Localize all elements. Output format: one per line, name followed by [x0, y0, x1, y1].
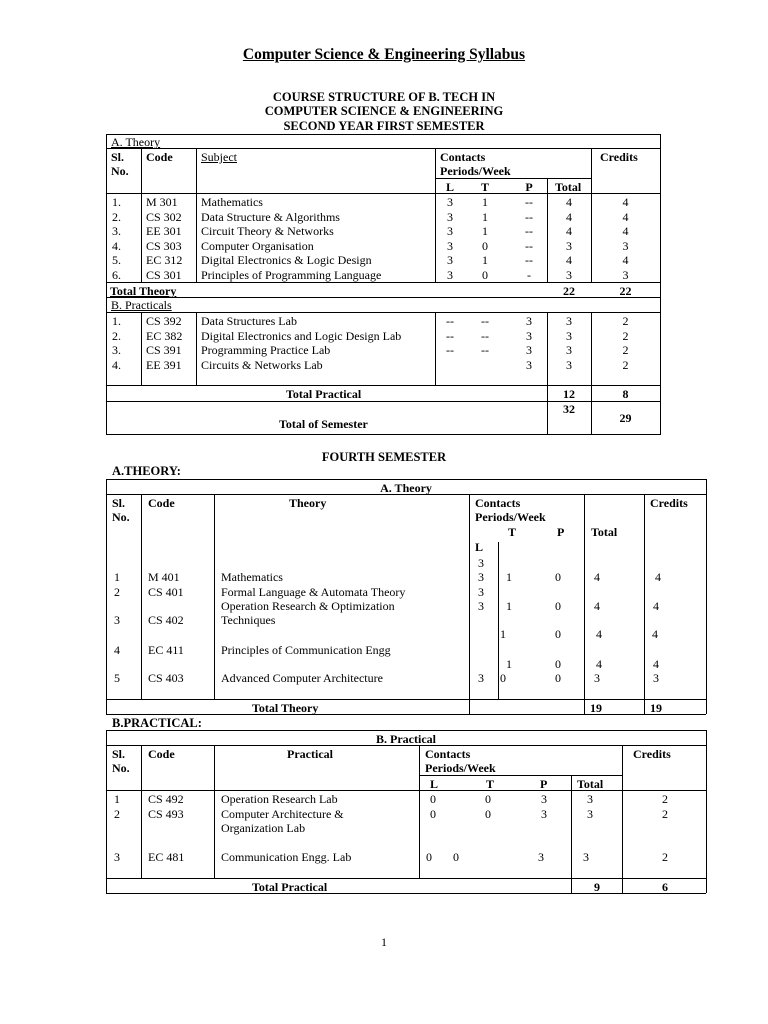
total-hours: 4: [566, 195, 572, 209]
subject-name: Mathematics: [221, 570, 283, 584]
subject-name: Mathematics: [201, 195, 263, 209]
subject-name-cont: Techniques: [221, 613, 276, 627]
lecture-hours: 3: [478, 599, 484, 613]
subject-name: Data Structure & Algorithms: [201, 209, 340, 224]
credits: 2: [662, 792, 668, 806]
row-sl: 2.: [112, 209, 121, 224]
subject-code: CS 402: [148, 613, 184, 627]
row-sl: 4.: [112, 238, 121, 253]
semester-heading: SECOND YEAR FIRST SEMESTER: [283, 119, 485, 133]
practical-table-caption: B. Practical: [376, 732, 436, 746]
subject-code: EE 391: [146, 357, 182, 372]
total-theory-label: Total Theory: [252, 701, 319, 715]
credits: 3: [622, 238, 629, 253]
lecture-hours: 3: [447, 209, 453, 224]
theory-header: Theory: [289, 496, 327, 510]
total-practical-contacts: 12: [563, 387, 575, 401]
total-hours: 4: [594, 570, 600, 584]
total-hours: 3: [566, 238, 572, 253]
course-structure-heading: COURSE STRUCTURE OF B. TECH IN: [272, 90, 496, 104]
code-header: Code: [148, 496, 175, 510]
total-theory-credits: 19: [650, 701, 662, 715]
tutorial-hours: 1: [506, 599, 512, 613]
total-header: Total: [577, 777, 604, 791]
l-value: 3: [478, 556, 484, 570]
practical-hours: 3: [526, 328, 532, 343]
lecture-hours: 3: [478, 671, 484, 685]
subject-code: CS 301: [146, 268, 182, 282]
subject-code: M 401: [148, 570, 180, 584]
total-theory-contacts: 22: [563, 284, 575, 298]
credits: 2: [662, 850, 668, 864]
no-header: No.: [111, 164, 129, 178]
total-hours: 3: [566, 328, 572, 343]
credits: 3: [622, 268, 629, 282]
subject-name: Digital Electronics & Logic Design: [201, 253, 372, 268]
l-header: L: [430, 777, 439, 791]
subject-code: CS 303: [146, 238, 182, 253]
subject-code: CS 492: [148, 792, 184, 806]
practical-hours: 3: [526, 357, 532, 372]
subject-code: CS 392: [146, 314, 182, 328]
lecture-hours: 3: [447, 238, 453, 253]
credits: 4: [622, 195, 629, 209]
lecture-hours: 3: [447, 224, 453, 239]
subject-name: Programming Practice Lab: [201, 343, 331, 358]
tutorial-hours: 1: [506, 570, 512, 584]
tutorial-hours: --: [481, 314, 489, 328]
subject-name: Principles of Communication Engg: [221, 643, 391, 657]
total-value: 4: [596, 627, 602, 641]
total-hours: 3: [566, 268, 572, 282]
practical-heading: B.PRACTICAL:: [112, 716, 202, 730]
total-hours: 4: [594, 599, 600, 613]
credits: 2: [622, 343, 629, 358]
total-theory-credits: 22: [619, 284, 632, 298]
credits-header: Credits: [633, 747, 671, 761]
total-hours: 3: [566, 314, 572, 328]
practical-hours: --: [525, 195, 533, 209]
credits: 3: [653, 671, 659, 685]
practical-hours: 3: [526, 343, 532, 358]
row-sl: 2: [114, 585, 120, 599]
tutorial-hours: 0: [482, 268, 488, 282]
practical-hours: --: [525, 209, 533, 224]
code-header: Code: [146, 150, 173, 164]
practical-hours: -: [527, 268, 531, 282]
lecture-hours: 3: [447, 268, 453, 282]
subject-code: EC 481: [148, 850, 185, 864]
row-sl: 5: [114, 671, 120, 685]
periods-header: Periods/Week: [475, 510, 546, 524]
sl-header: Sl.: [112, 747, 126, 761]
row-sl: 3: [114, 613, 120, 627]
department-heading: COMPUTER SCIENCE & ENGINEERING: [264, 104, 504, 118]
lecture-hours: 0: [430, 807, 436, 821]
total-hours: 4: [566, 253, 572, 268]
t-header: T: [486, 777, 495, 791]
total-practical-contacts: 9: [594, 880, 600, 894]
t-value: 1: [500, 627, 506, 641]
p-header: P: [525, 180, 533, 194]
practical-section-label: B. Practicals: [111, 298, 172, 312]
p-value: 0: [555, 627, 561, 641]
subject-code: CS 391: [146, 343, 182, 358]
credits: 4: [622, 209, 629, 224]
p-header: P: [540, 777, 548, 791]
lecture-hours: 0: [430, 792, 436, 806]
credits: 4: [622, 224, 629, 239]
fourth-semester-heading: FOURTH SEMESTER: [321, 450, 447, 464]
credits: 2: [622, 328, 629, 343]
total-practical-label: Total Practical: [252, 880, 328, 894]
lecture-hours: 3: [447, 195, 453, 209]
tutorial-hours: 0: [485, 792, 491, 806]
subject-name-cont: Organization Lab: [221, 821, 306, 835]
subject-code: M 301: [146, 195, 178, 209]
subject-code: EC 382: [146, 328, 183, 343]
subject-code: EC 312: [146, 253, 183, 268]
periods-header: Periods/Week: [425, 761, 496, 775]
subject-name: Computer Architecture &: [221, 807, 344, 821]
lecture-hours: --: [446, 328, 454, 343]
credits-header: Credits: [600, 150, 638, 164]
sl-header: Sl.: [112, 496, 126, 510]
total-practical-label: Total Practical: [286, 387, 362, 401]
subject-name: Formal Language & Automata Theory: [221, 585, 406, 599]
no-header: No.: [112, 510, 130, 524]
row-sl: 6.: [112, 268, 121, 282]
row-sl: 1.: [112, 195, 121, 209]
credits: 2: [622, 357, 629, 372]
subject-code: CS 302: [146, 209, 182, 224]
total-practical-credits: 6: [662, 880, 668, 894]
total-hours: 4: [596, 657, 602, 671]
row-sl: 3.: [112, 343, 121, 358]
contacts-header: Contacts: [475, 496, 521, 510]
total-semester-credits: 29: [619, 411, 632, 425]
tutorial-hours: --: [481, 328, 489, 343]
document-title: Computer Science & Engineering Syllabus: [242, 46, 526, 63]
total-semester-contacts: 32: [563, 402, 575, 416]
tutorial-hours: 1: [482, 224, 488, 239]
total-hours: 4: [566, 224, 572, 239]
total-hours: 3: [566, 343, 572, 358]
theory-table-caption: A. Theory: [380, 481, 432, 495]
subject-name: Circuits & Networks Lab: [201, 357, 323, 372]
row-sl: 5.: [112, 253, 121, 268]
practical-hours: 3: [538, 850, 544, 864]
subject-code: CS 493: [148, 807, 184, 821]
t-header: T: [508, 525, 517, 539]
tutorial-hours: 1: [506, 657, 512, 671]
total-hours: 3: [566, 357, 572, 372]
subject-name: Circuit Theory & Networks: [201, 224, 334, 239]
lecture-hours: --: [446, 343, 454, 358]
practical-header: Practical: [287, 747, 333, 761]
periods-header: Periods/Week: [440, 164, 511, 178]
theory-heading: A.THEORY:: [112, 464, 181, 478]
total-theory-contacts: 19: [590, 701, 602, 715]
lecture-hours: --: [446, 314, 454, 328]
credits: 2: [622, 314, 629, 328]
contacts-header: Contacts: [425, 747, 471, 761]
tutorial-hours: 0: [482, 238, 488, 253]
l-header: L: [445, 180, 454, 194]
row-sl: 3.: [112, 224, 121, 239]
practical-hours: --: [525, 253, 533, 268]
practical-hours: 3: [541, 792, 547, 806]
tutorial-hours: 1: [482, 195, 488, 209]
subject-name: Advanced Computer Architecture: [221, 671, 383, 685]
total-hours: 3: [594, 671, 600, 685]
credits-value: 4: [652, 627, 658, 641]
subject-name: Data Structures Lab: [201, 314, 297, 328]
total-practical-credits: 8: [622, 387, 629, 401]
tutorial-hours: 0: [453, 850, 459, 864]
lecture-hours: 0: [426, 850, 432, 864]
no-header: No.: [112, 761, 130, 775]
total-hours: 3: [587, 792, 593, 806]
total-semester-label: Total of Semester: [279, 417, 368, 431]
total-hours: 3: [583, 850, 589, 864]
theory-section-label: A. Theory: [111, 135, 161, 149]
lecture-hours: 3: [478, 570, 484, 584]
code-header: Code: [148, 747, 175, 761]
t-header: T: [480, 180, 489, 194]
subject-name: Communication Engg. Lab: [221, 850, 352, 864]
tutorial-hours: 0: [485, 807, 491, 821]
row-sl: 2: [114, 807, 120, 821]
subject-code: EC 411: [148, 643, 184, 657]
lecture-hours: 3: [447, 253, 453, 268]
practical-hours: 0: [555, 657, 561, 671]
credits: 4: [622, 253, 629, 268]
credits: 4: [653, 657, 659, 671]
row-sl: 4: [114, 643, 120, 657]
subject-code: CS 401: [148, 585, 184, 599]
row-sl: 1: [114, 570, 120, 584]
subject-name: Operation Research Lab: [221, 792, 338, 806]
practical-hours: 0: [555, 570, 561, 584]
row-sl: 2.: [112, 328, 121, 343]
subject-name: Principles of Programming Language: [201, 268, 382, 282]
practical-hours: --: [525, 224, 533, 239]
row-sl: 1.: [112, 314, 121, 328]
row-sl: 3: [114, 850, 120, 864]
subject-code: EE 301: [146, 224, 182, 239]
page-number: 1: [381, 935, 387, 949]
total-hours: 3: [587, 807, 593, 821]
total-header: Total: [591, 525, 618, 539]
credits: 4: [655, 570, 661, 584]
practical-hours: 0: [555, 671, 561, 685]
lecture-hours: 3: [478, 585, 484, 599]
tutorial-hours: 0: [500, 671, 506, 685]
practical-hours: 3: [541, 807, 547, 821]
tutorial-hours: --: [481, 343, 489, 358]
practical-hours: 3: [526, 314, 532, 328]
subject-header: Subject: [201, 150, 237, 164]
subject-name: Operation Research & Optimization: [221, 599, 395, 613]
tutorial-hours: 1: [482, 253, 488, 268]
row-sl: 1: [114, 792, 120, 806]
total-header: Total: [555, 180, 582, 194]
l-header: L: [475, 540, 484, 554]
contacts-header: Contacts: [440, 150, 486, 164]
total-hours: 4: [566, 209, 572, 224]
tutorial-hours: 1: [482, 209, 488, 224]
total-theory-label: Total Theory: [110, 284, 177, 298]
row-sl: 4.: [112, 357, 121, 372]
practical-hours: --: [525, 238, 533, 253]
credits: 2: [662, 807, 668, 821]
subject-name: Computer Organisation: [201, 238, 314, 253]
credits: 4: [653, 599, 659, 613]
subject-name: Digital Electronics and Logic Design Lab: [201, 328, 402, 343]
credits-header: Credits: [650, 496, 688, 510]
sl-header: Sl.: [111, 150, 125, 164]
practical-hours: 0: [555, 599, 561, 613]
p-header: P: [557, 525, 565, 539]
subject-code: CS 403: [148, 671, 184, 685]
